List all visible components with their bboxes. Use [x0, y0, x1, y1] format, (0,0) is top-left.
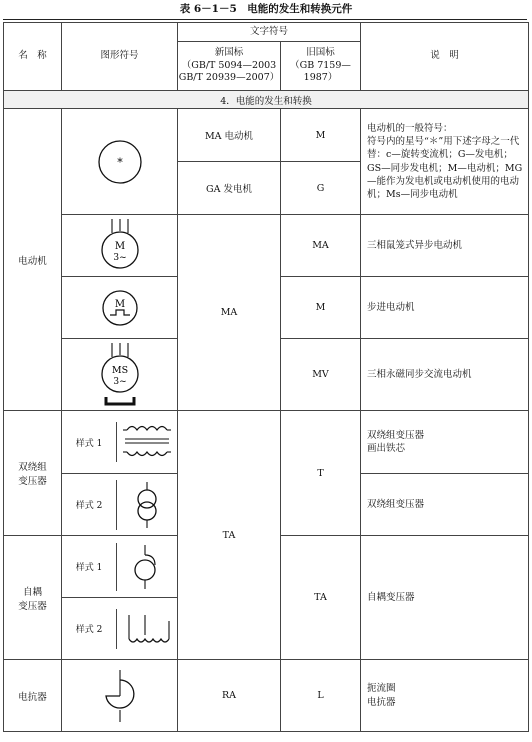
motor-general-symbol [62, 109, 178, 215]
code-t-old: T [281, 411, 361, 536]
caption-rule [3, 19, 527, 20]
reactor-name: 电抗器 [4, 660, 62, 732]
svg-text:M: M [114, 240, 125, 252]
reactor-new-code: RA [178, 660, 281, 732]
svg-text:*: * [116, 155, 123, 169]
auto-style2-label: 样式 2 [62, 609, 117, 649]
code-m-old-stepper: M [281, 277, 361, 339]
components-table [3, 22, 529, 732]
reactor-icon [90, 668, 150, 724]
svg-text:3~: 3~ [112, 376, 127, 387]
autotransformer-name: 自耦 变压器 [4, 536, 62, 660]
motor-general-desc: 电动机的一般符号： 符号内的星号“＊”用下述字母之一代替：c—旋转变流机；G—发电机；GS—同步发电机；M—电动机；MG—能作为发电机或电动机使用的电动机；Ms—同步电动机 [361, 109, 529, 215]
svg-text:M: M [114, 298, 125, 310]
transformer-iron-core-icon [119, 422, 175, 462]
reactor-desc: 扼流圈 电抗器 [361, 660, 529, 732]
stepper-motor-icon [90, 283, 150, 333]
double-transformer-name: 双绕组 变压器 [4, 411, 62, 536]
section-title: 4．电能的发生和转换 [4, 91, 529, 109]
auto-style1-label: 样式 1 [62, 543, 117, 591]
reactor-symbol [62, 660, 178, 732]
style1-label: 样式 1 [62, 422, 117, 462]
autotransformer-style2-cell [62, 598, 178, 660]
autotransformer-coil-icon [119, 609, 175, 649]
pm-sync-motor-icon [90, 341, 150, 409]
double-transformer-style2-cell [62, 474, 178, 536]
general-motor-symbol-icon [90, 132, 150, 192]
transformer-group-code: TA [178, 411, 281, 660]
pm-sync-motor-symbol [62, 339, 178, 411]
stepper-desc: 步进电动机 [361, 277, 529, 339]
code-ga-generator: GA 发电机 [178, 162, 281, 215]
header-symbol: 图形符号 [62, 23, 178, 91]
header-new-std: 新国标 （GB/T 5094—2003 GB/T 20939—2007） [178, 42, 281, 91]
motor-group-code: MA [178, 215, 281, 411]
pm-sync-desc: 三相永磁同步交流电动机 [361, 339, 529, 411]
code-ta-old: TA [281, 536, 361, 660]
header-old-std: 旧国标 （GB 7159— 1987） [281, 42, 361, 91]
double-transformer-style1-cell [62, 411, 178, 474]
two-circle-transformer-icon [127, 480, 167, 530]
stepper-motor-symbol [62, 277, 178, 339]
code-g-old: G [281, 162, 361, 215]
double-transformer-desc2: 双绕组变压器 [361, 474, 529, 536]
double-transformer-desc1: 双绕组变压器 画出铁芯 [361, 411, 529, 474]
style2-label: 样式 2 [62, 480, 117, 530]
svg-text:MS: MS [111, 364, 128, 376]
code-mv-old: MV [281, 339, 361, 411]
autotransformer-circle-icon [127, 543, 167, 591]
autotransformer-desc: 自耦变压器 [361, 536, 529, 660]
squirrel-cage-desc: 三相鼠笼式异步电动机 [361, 215, 529, 277]
header-name: 名 称 [4, 23, 62, 91]
svg-text:3~: 3~ [112, 252, 127, 263]
header-code: 文字符号 [178, 23, 361, 42]
squirrel-cage-motor-symbol [62, 215, 178, 277]
reactor-old-code: L [281, 660, 361, 732]
autotransformer-style1-cell [62, 536, 178, 598]
three-phase-motor-icon [90, 217, 150, 275]
header-note: 说 明 [361, 23, 529, 91]
code-m-old: M [281, 109, 361, 162]
motor-name: 电动机 [4, 109, 62, 411]
code-ma-old: MA [281, 215, 361, 277]
table-caption: 表 6－1－5 电能的发生和转换元件 [179, 3, 353, 15]
code-ma-motor: MA 电动机 [178, 109, 281, 162]
